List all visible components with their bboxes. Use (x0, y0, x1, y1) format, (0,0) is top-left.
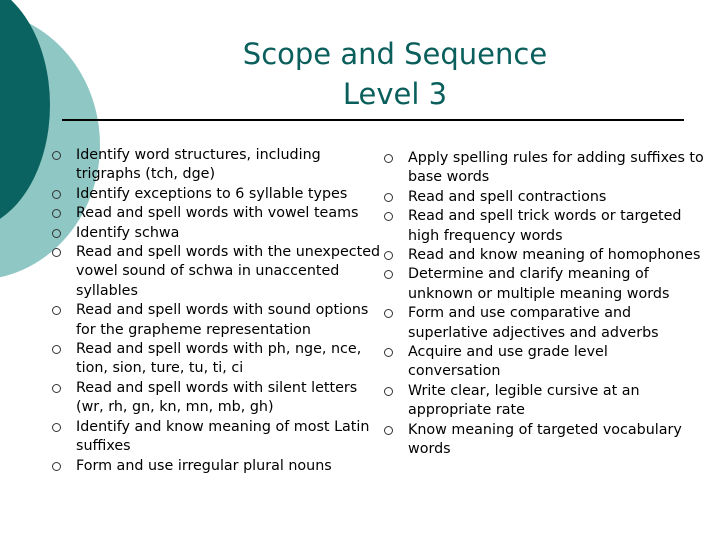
list-item: Know meaning of targeted vocabulary words (384, 421, 704, 460)
list-item: Write clear, legible cursive at an appropriate rate (384, 382, 704, 421)
list-item: Read and know meaning of homophones (384, 246, 704, 265)
list-item: Identify word structures, including trigraphs (tch, dge) (52, 146, 382, 185)
list-item: Identify and know meaning of most Latin suffixes (52, 418, 382, 457)
list-item: Read and spell words with vowel teams (52, 204, 382, 223)
bullet-circle-icon (384, 426, 393, 435)
list-item: Apply spelling rules for adding suffixes to base words (384, 149, 704, 188)
bullet-circle-icon (52, 151, 61, 160)
bullet-circle-icon (52, 209, 61, 218)
list-item: Identify schwa (52, 224, 382, 243)
left-bullet-list (52, 146, 382, 476)
title-divider (62, 119, 684, 121)
list-item: Form and use irregular plural nouns (52, 457, 382, 476)
bullet-circle-icon (52, 345, 61, 354)
list-item: Read and spell contractions (384, 188, 704, 207)
bullet-circle-icon (52, 462, 61, 471)
list-item: Acquire and use grade level conversation (384, 343, 704, 382)
title-line-1: Scope and Sequence (242, 37, 548, 71)
bullet-circle-icon (52, 306, 61, 315)
bullet-circle-icon (384, 193, 393, 202)
bullet-circle-icon (52, 423, 61, 432)
bullet-circle-icon (52, 248, 61, 257)
bullet-circle-icon (384, 309, 393, 318)
list-item: Identify exceptions to 6 syllable types (52, 185, 382, 204)
bullet-circle-icon (384, 251, 393, 260)
slide-title (160, 34, 630, 114)
bullet-circle-icon (384, 154, 393, 163)
list-item: Read and spell words with sound options for the grapheme representation (52, 301, 382, 340)
list-item: Read and spell words with the unexpected vowel sound of schwa in unaccented syllables (52, 243, 382, 301)
list-item: Read and spell words with silent letters (wr, rh, gn, kn, mn, mb, gh) (52, 379, 382, 418)
right-bullet-list (384, 149, 704, 460)
bullet-circle-icon (384, 387, 393, 396)
list-item: Read and spell words with ph, nge, nce, tion, sion, ture, tu, ti, ci (52, 340, 382, 379)
bullet-circle-icon (384, 212, 393, 221)
title-line-2: Level 3 (342, 77, 448, 111)
bullet-circle-icon (52, 384, 61, 393)
list-item: Read and spell trick words or targeted high frequency words (384, 207, 704, 246)
bullet-circle-icon (52, 229, 61, 238)
list-item: Form and use comparative and superlative adjectives and adverbs (384, 304, 704, 343)
bullet-circle-icon (384, 270, 393, 279)
bullet-circle-icon (52, 190, 61, 199)
bullet-circle-icon (384, 348, 393, 357)
list-item: Determine and clarify meaning of unknown or multiple meaning words (384, 265, 704, 304)
